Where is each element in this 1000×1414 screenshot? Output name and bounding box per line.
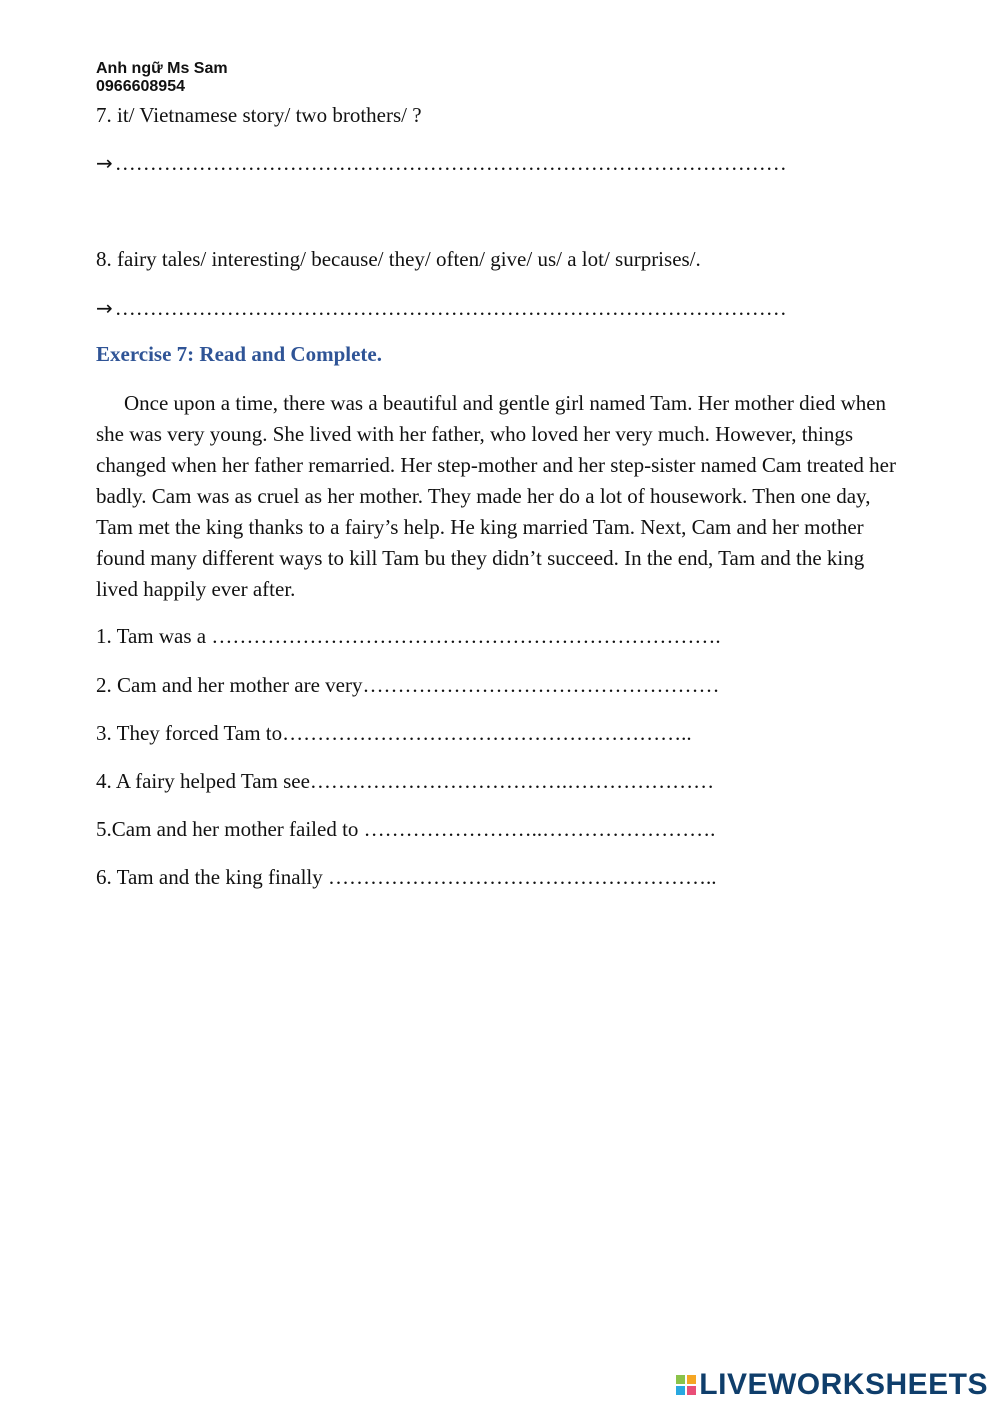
question-7-prompt: 7. it/ Vietnamese story/ two brothers/ ?: [96, 103, 422, 127]
teacher-name: Anh ngữ Ms Sam: [96, 60, 228, 77]
complete-item-2[interactable]: 2. Cam and her mother are very……………………………………………: [96, 673, 720, 697]
question-8-prompt: 8. fairy tales/ interesting/ because/ they/ often/ give/ us/ a lot/ surprises/.: [96, 247, 701, 271]
teacher-phone: 0966608954: [96, 78, 185, 95]
exercise-title: Exercise 7: Read and Complete.: [96, 342, 382, 366]
worksheet-header: [96, 60, 228, 96]
complete-item-3[interactable]: 3. They forced Tam to…………………………………………………..: [96, 721, 692, 745]
reading-passage: [96, 388, 908, 605]
complete-item-1[interactable]: 1. Tam was a ……………………………………………………………….: [96, 624, 721, 648]
answer-line: ……………………………………………………………………………………: [114, 296, 787, 320]
complete-item-6[interactable]: 6. Tam and the king finally ………………………………………………..: [96, 865, 717, 889]
logo-text: LIVEWORKSHEETS: [699, 1368, 988, 1401]
complete-item-4[interactable]: 4. A fairy helped Tam see……………………………….…………………: [96, 769, 715, 793]
complete-item-5[interactable]: 5.Cam and her mother failed to ……………………..…………………….: [96, 817, 716, 841]
arrow-icon: →: [96, 296, 113, 320]
logo-badge-icon: [676, 1375, 696, 1395]
answer-line: ……………………………………………………………………………………: [114, 151, 787, 175]
arrow-icon: →: [96, 151, 113, 175]
liveworksheets-logo: [676, 1368, 988, 1402]
passage-text: Once upon a time, there was a beautiful and gentle girl named Tam. Her mother died when she was very young. She lived with her father, who loved her very much. However, things changed when her father remarried. Her step-mother and her step-sister named Cam treated her badly. Cam was as cruel as her mother. They made her do a lot of housework. Then one day, Tam met the king thanks to a fairy’s help. He king married Tam. Next, Cam and her mother found many different ways to kill Tam bu they didn’t succeed. In the end, Tam and the king lived happily ever after.: [96, 391, 896, 601]
question-8-answer[interactable]: [96, 296, 787, 321]
question-7-answer[interactable]: [96, 151, 787, 176]
